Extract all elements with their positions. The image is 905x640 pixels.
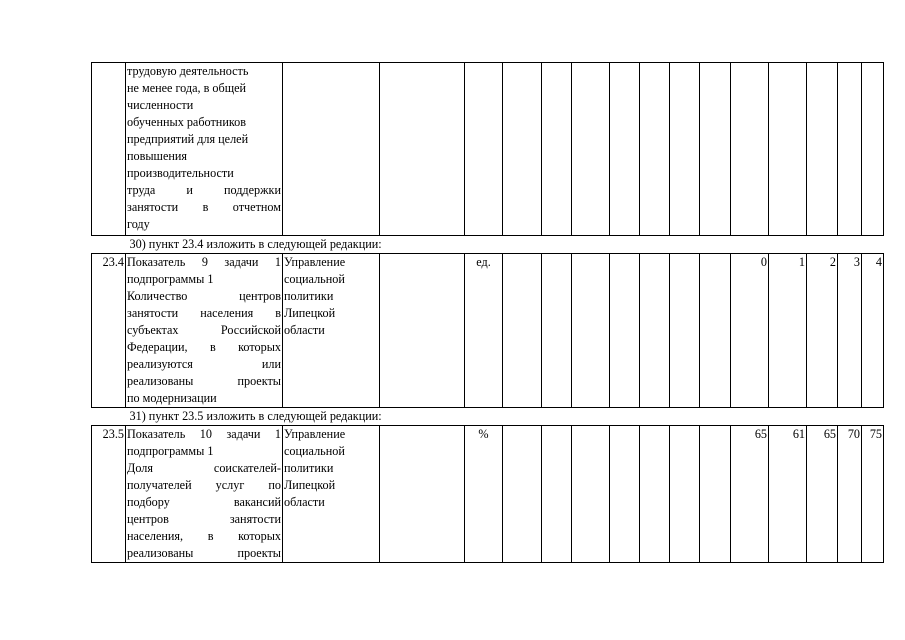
cell-empty bbox=[542, 63, 572, 236]
cell-empty bbox=[640, 63, 670, 236]
cell-empty bbox=[862, 63, 884, 236]
cell-org bbox=[283, 63, 380, 236]
cell-empty bbox=[610, 426, 640, 563]
text-line: Липецкой bbox=[284, 478, 336, 492]
text-line: труда и поддержки bbox=[127, 183, 281, 197]
cell-value-3: 2 bbox=[807, 254, 838, 408]
text-line: повышения bbox=[127, 149, 188, 163]
text-line: социальной bbox=[284, 272, 345, 286]
text-line: по модернизации bbox=[127, 391, 217, 405]
text-line: подпрограммы 1 bbox=[127, 444, 214, 458]
text-line: производительности bbox=[127, 166, 234, 180]
cell-empty bbox=[700, 426, 731, 563]
text-line: трудовую деятельность bbox=[127, 64, 249, 78]
cell-empty bbox=[670, 426, 700, 563]
text-line: реализованы проекты bbox=[127, 374, 281, 388]
cell-empty bbox=[503, 254, 542, 408]
text-line: социальной bbox=[284, 444, 345, 458]
cell-value-3: 65 bbox=[807, 426, 838, 563]
cell-unit: ед. bbox=[465, 254, 503, 408]
text-line: подбору вакансий bbox=[127, 495, 281, 509]
cell-empty bbox=[670, 63, 700, 236]
cell-empty bbox=[700, 254, 731, 408]
text-line: субъектах Российской bbox=[127, 323, 281, 337]
text-line: реализуются или bbox=[127, 357, 281, 371]
cell-empty bbox=[380, 426, 465, 563]
cell-empty bbox=[572, 254, 610, 408]
text-line: населения, в которых bbox=[127, 529, 281, 543]
cell-value-1: 0 bbox=[731, 254, 769, 408]
text-line: не менее года, в общей bbox=[127, 81, 247, 95]
text-line: политики bbox=[284, 289, 334, 303]
edit-note-30: 30) пункт 23.4 изложить в следующей редакции: bbox=[92, 236, 884, 254]
cell-value-4: 3 bbox=[838, 254, 862, 408]
cell-empty bbox=[542, 254, 572, 408]
text-line: Показатель 10 задачи 1 bbox=[127, 427, 281, 441]
cell-empty bbox=[610, 63, 640, 236]
cell-empty bbox=[610, 254, 640, 408]
text-line: Количество центров bbox=[127, 289, 281, 303]
indicator-table bbox=[91, 62, 884, 563]
text-line: реализованы проекты bbox=[127, 546, 281, 560]
text-line: Федерации, в которых bbox=[127, 340, 281, 354]
cell-value-1: 65 bbox=[731, 426, 769, 563]
text-line: Липецкой bbox=[284, 306, 336, 320]
note-row-31 bbox=[92, 408, 884, 426]
cell-empty bbox=[572, 63, 610, 236]
text-line: центров занятости bbox=[127, 512, 281, 526]
cell-indicator-name bbox=[126, 426, 283, 563]
cell-unit bbox=[465, 63, 503, 236]
text-line: Управление bbox=[284, 255, 346, 269]
cell-indicator-name bbox=[126, 63, 283, 236]
cell-org bbox=[283, 254, 380, 408]
cell-empty bbox=[640, 426, 670, 563]
cell-empty bbox=[640, 254, 670, 408]
cell-indicator-name bbox=[126, 254, 283, 408]
cell-empty bbox=[807, 63, 838, 236]
text-line: области bbox=[284, 323, 325, 337]
cell-org bbox=[283, 426, 380, 563]
text-line: подпрограммы 1 bbox=[127, 272, 214, 286]
cell-value-2: 1 bbox=[769, 254, 807, 408]
text-line: Показатель 9 задачи 1 bbox=[127, 255, 281, 269]
cell-empty bbox=[503, 63, 542, 236]
cell-empty bbox=[542, 426, 572, 563]
cell-empty bbox=[731, 63, 769, 236]
edit-note-31: 31) пункт 23.5 изложить в следующей редакции: bbox=[92, 408, 884, 426]
cell-value-5: 4 bbox=[862, 254, 884, 408]
cell-empty bbox=[769, 63, 807, 236]
table-row-23-5 bbox=[92, 426, 884, 563]
cell-value-5: 75 bbox=[862, 426, 884, 563]
text-line: обученных работников bbox=[127, 115, 246, 129]
cell-num: 23.4 bbox=[92, 254, 126, 408]
cell-value-2: 61 bbox=[769, 426, 807, 563]
cell-empty bbox=[700, 63, 731, 236]
text-line: политики bbox=[284, 461, 334, 475]
table-row-prev bbox=[92, 63, 884, 236]
text-line: Управление bbox=[284, 427, 346, 441]
text-line: численности bbox=[127, 98, 194, 112]
note-row-30 bbox=[92, 236, 884, 254]
text-line: Доля соискателей- bbox=[127, 461, 281, 475]
text-line: занятости населения в bbox=[127, 306, 281, 320]
cell-num: 23.5 bbox=[92, 426, 126, 563]
text-line: получателей услуг по bbox=[127, 478, 281, 492]
cell-unit: % bbox=[465, 426, 503, 563]
cell-empty bbox=[380, 63, 465, 236]
cell-empty bbox=[670, 254, 700, 408]
text-line: занятости в отчетном bbox=[127, 200, 281, 214]
cell-empty bbox=[572, 426, 610, 563]
text-line: году bbox=[127, 217, 150, 231]
cell-empty bbox=[503, 426, 542, 563]
cell-value-4: 70 bbox=[838, 426, 862, 563]
cell-num bbox=[92, 63, 126, 236]
cell-empty bbox=[380, 254, 465, 408]
text-line: предприятий для целей bbox=[127, 132, 249, 146]
text-line: области bbox=[284, 495, 325, 509]
table-row-23-4 bbox=[92, 254, 884, 408]
cell-empty bbox=[838, 63, 862, 236]
